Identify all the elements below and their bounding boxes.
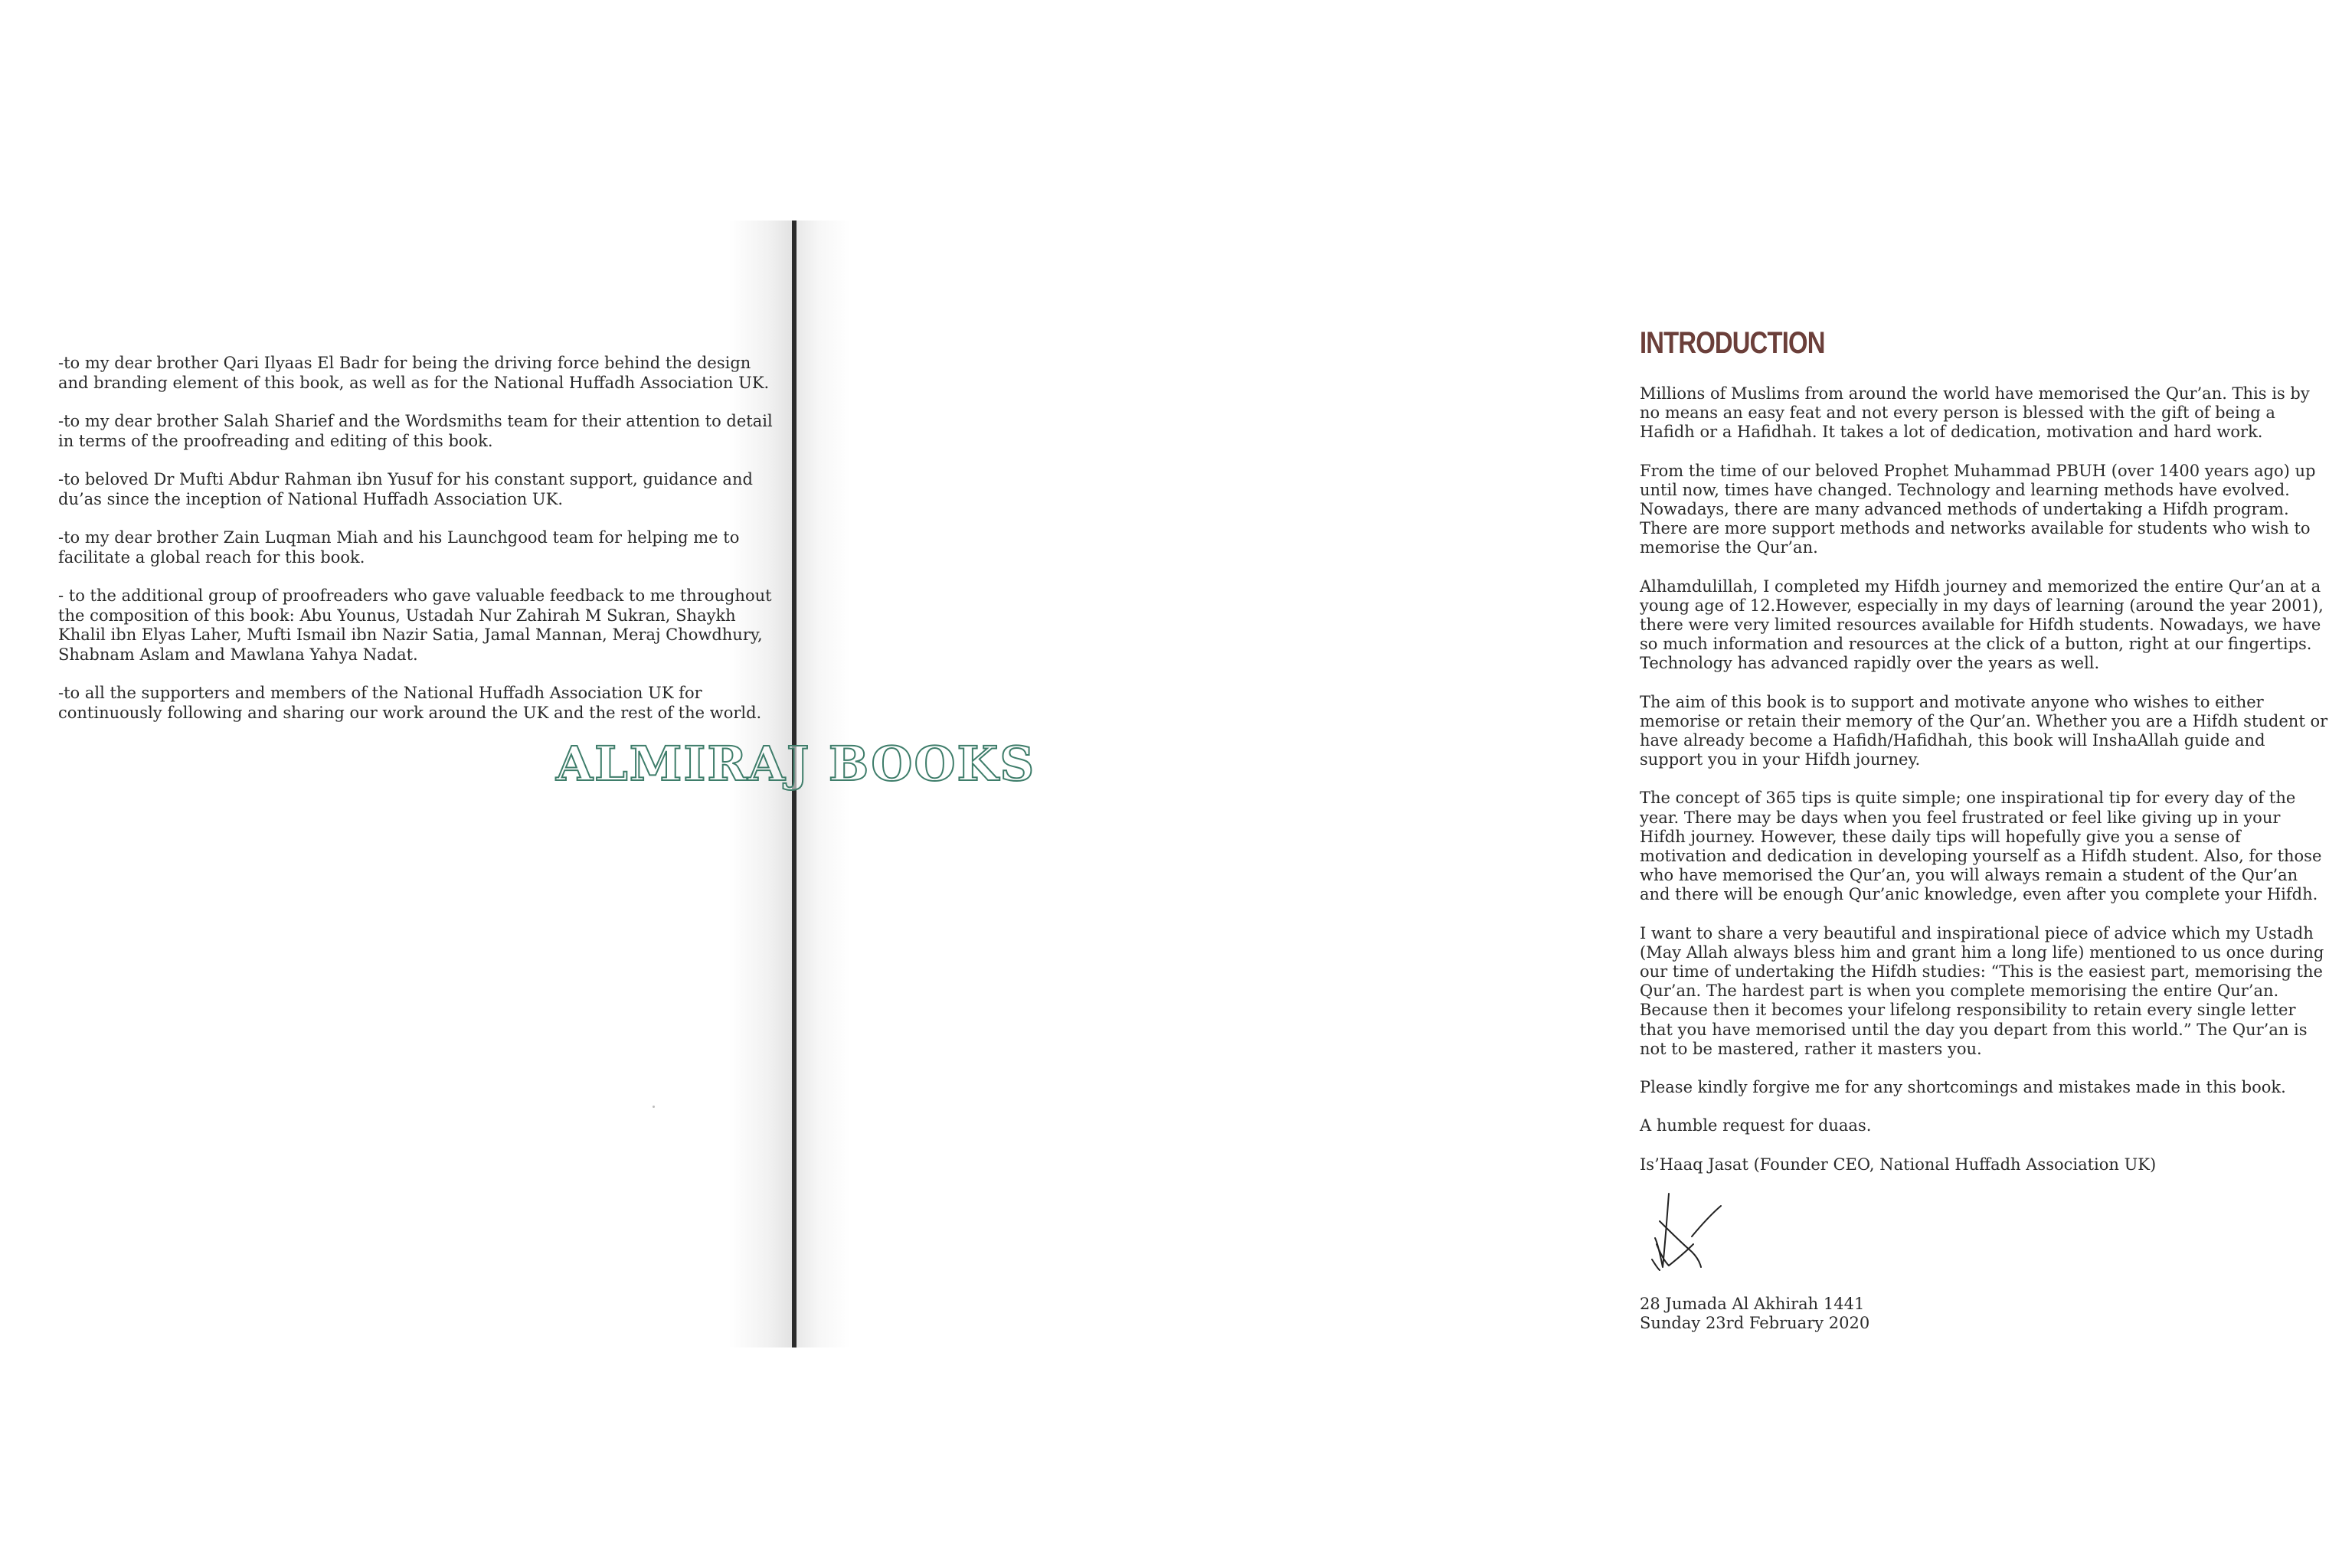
intro-paragraph: Please kindly forgive me for any shortcomings and mistakes made in this book.: [1640, 1078, 2286, 1097]
acknowledgement-paragraph: -to my dear brother Salah Sharief and the Wordsmiths team for their attention to detail in terms of the proofreading and editing of this book.: [58, 412, 773, 450]
intro-paragraph: Millions of Muslims from around the world have memorised the Qur’an. This is by no means an easy feat and not every person is blessed with the gift of being a Hafidh or a Hafidhah. It takes a lot of dedication, motivation and hard work.: [1640, 384, 2310, 442]
date-block: [1640, 1295, 2329, 1333]
intro-paragraph: The aim of this book is to support and motivate anyone who wishes to either memorise or retain their memory of the Qur’an. Whether you are a Hifdh student or have already become a Hafidh/Hafidhah, this book will InshaAllah guide and support you in your Hifdh journey.: [1640, 692, 2328, 769]
watermark-text: ALMIRAJ BOOKS: [556, 736, 1036, 792]
intro-paragraph: Alhamdulillah, I completed my Hifdh journey and memorized the entire Qur’an at a young age of 12.However, especially in my days of learning (around the year 2001), there were very limited resources available for Hifdh students. Nowadays, we have so much information and resources at the click of a button, right at our fingertips. Technology has advanced rapidly over the years as well.: [1640, 577, 2324, 673]
author-signature: [1646, 1191, 1730, 1276]
introduction-column: [1640, 326, 2329, 1333]
intro-paragraph: I want to share a very beautiful and inspirational piece of advice which my Ustadh (May Allah always bless him and grant him a long life) mentioned to us once during our time of undertaking the Hifdh studies: “This is the easiest part, memorising the Qur’an. The hardest part is when you complete memorising the entire Qur’an. Because then it becomes your lifelong responsibility to retain every single letter that you have memorised until the day you depart from this world.” The Qur’an is not to be mastered, rather it masters you.: [1640, 923, 2324, 1058]
paper-speck: [653, 1106, 655, 1108]
acknowledgement-paragraph: -to all the supporters and members of the National Huffadh Association UK for continuously following and sharing our work around the UK and the rest of the world.: [58, 684, 762, 722]
acknowledgements-column: [58, 354, 778, 742]
intro-paragraph: The concept of 365 tips is quite simple; one inspirational tip for every day of the year. There may be days when you feel frustrated or feel like giving up in your Hifdh journey. However, these daily tips will hopefully give you a sense of motivation and dedication in developing yourself as a Hifdh student. Also, for those who have memorised the Qur’an, you will always remain a student of the Qur’an and there will be enough Qur’anic knowledge, even after you complete your Hifdh.: [1640, 789, 2322, 904]
intro-paragraph: A humble request for duaas.: [1640, 1116, 1872, 1135]
acknowledgement-paragraph: -to my dear brother Zain Luqman Miah and his Launchgood team for helping me to facilitate a global reach for this book.: [58, 528, 740, 567]
author-line: Is’Haaq Jasat (Founder CEO, National Huffadh Association UK): [1640, 1155, 2157, 1174]
intro-paragraph: From the time of our beloved Prophet Muhammad PBUH (over 1400 years ago) up until now, times have changed. Technology and learning methods have evolved. Nowadays, there are many advanced methods of undertaking a Hifdh program. There are more support methods and networks available for students who wish to memorise the Qur’an.: [1640, 461, 2316, 557]
acknowledgement-paragraph: -to my dear brother Qari Ilyaas El Badr for being the driving force behind the design and branding element of this book, as well as for the National Huffadh Association UK.: [58, 354, 770, 392]
hijri-date: 28 Jumada Al Akhirah 1441: [1640, 1294, 1865, 1313]
acknowledgement-paragraph: - to the additional group of proofreaders who gave valuable feedback to me throughout the composition of this book: Abu Younus, Ustadah Nur Zahirah M Sukran, Shaykh Khalil ibn Elyas Laher, Mufti Ismail ibn Nazir Satia, Jamal Mannan, Meraj Chowdhury, Shabnam Aslam and Mawlana Yahya Nadat.: [58, 586, 772, 664]
gregorian-date: Sunday 23rd February 2020: [1640, 1314, 1870, 1333]
acknowledgement-paragraph: -to beloved Dr Mufti Abdur Rahman ibn Yusuf for his constant support, guidance and du’as since the inception of National Huffadh Association UK.: [58, 470, 753, 508]
introduction-heading: INTRODUCTION: [1640, 326, 1825, 360]
